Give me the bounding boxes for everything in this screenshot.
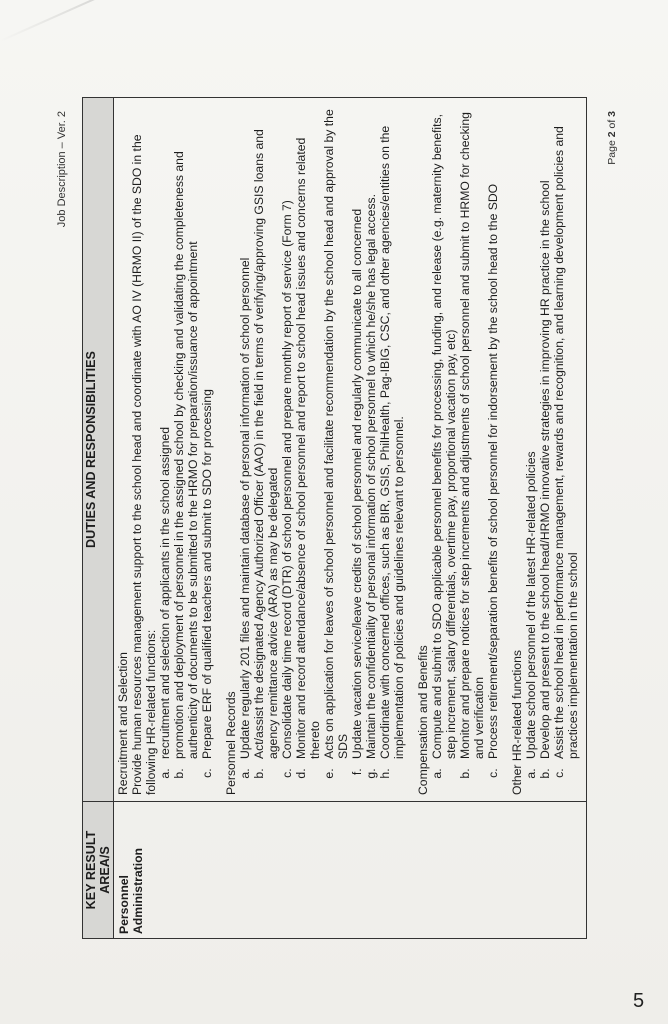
page-total: 3 xyxy=(606,111,618,117)
document-header: Job Description – Ver. 2 xyxy=(56,111,68,228)
duty-item: a. Update regularly 201 files and maintain database of personal information of school personnel xyxy=(238,104,252,765)
handwritten-page-number: 5 xyxy=(633,990,645,1012)
section-item-list xyxy=(430,104,500,795)
section-item-list xyxy=(524,104,580,795)
section-title: Recruitment and Selection xyxy=(116,652,130,795)
duty-item: c. Assist the school head in performance management, rewards and recognition, and learning development policies and practices implementation in the school xyxy=(552,104,580,765)
duty-item: c. Process retirement/separation benefits of school personnel for indorsement by the school head to the SDO xyxy=(486,104,500,765)
section-item-list xyxy=(158,104,214,795)
duties-cell xyxy=(114,98,587,802)
duty-item: b. Act/assist the designated Agency Authorized Officer (AAO) in the field in terms of verifying/approving GSIS loans and agency remittance advice (ARA) as may be delegated xyxy=(252,104,280,765)
kra-name: Personnel Administration xyxy=(114,802,587,939)
duty-item: f. Update vacation service/leave credits of school personnel and regularly communicate to all concerned xyxy=(350,104,364,765)
section-title: Personnel Records xyxy=(224,691,238,795)
duties-column-header: DUTIES AND RESPONSIBILITIES xyxy=(83,98,114,802)
duty-item: a. Update school personnel of the latest HR-related policies xyxy=(524,104,538,765)
duty-sections xyxy=(116,104,580,795)
duty-item: g. Maintain the confidentiality of personal information of school personnel to which he/she has legal access. xyxy=(364,104,378,765)
duty-item: a. recruitment and selection of applicants in the school assigned xyxy=(158,104,172,765)
section-title: Compensation and Benefits xyxy=(416,645,430,795)
duty-item: c. Prepare ERF of qualified teachers and submit to SDO for processing xyxy=(200,104,214,765)
section-intro: Provide human resources management support to the school head and coordinate with AO IV (HRMO II) of the SDO in the following HR-related functions: xyxy=(130,134,158,795)
page-label: Page xyxy=(606,137,618,165)
duty-item: a. Compute and submit to SDO applicable personnel benefits for processing, funding, and release (e.g. maternity benefits, step increment, salary differentials, overtime pay, proportional vacation pay, etc) xyxy=(430,104,458,765)
duty-item: b. Monitor and prepare notices for step increments and adjustments of school personnel and submit to HRMO for checking and verification xyxy=(458,104,486,765)
duty-item: c. Consolidate daily time record (DTR) of school personnel and prepare monthly report of service (Form 7) xyxy=(280,104,294,765)
duties-table xyxy=(82,97,587,939)
page-current: 2 xyxy=(606,131,618,138)
section-title: Other HR-related functions xyxy=(510,650,524,795)
section-item-list xyxy=(238,104,406,795)
kra-column-header: KEY RESULT AREA/S xyxy=(83,802,114,939)
duty-item: h. Coordinate with concerned offices, such as BIR, GSIS, PhilHealth, Pag-IBIG, CSC, and other agencies/entities on the implementation of policies and guidelines relevant to personnel. xyxy=(378,104,406,765)
page-footer xyxy=(606,111,618,165)
duty-item: b. Develop and present to the school head/HRMO innovative strategies in improving HR practice in the school xyxy=(538,104,552,765)
duty-item: e. Acts on application for leaves of school personnel and facilitate recommendation by the school head and approval by the SDS xyxy=(322,104,350,765)
rotated-page-content xyxy=(44,67,624,957)
duty-item: d. Monitor and record attendance/absence of school personnel and report to school head issues and concerns related thereto xyxy=(294,104,322,765)
page-of-label: of xyxy=(606,116,618,132)
duty-item: b. promotion and deployment of personnel in the assigned school by checking and validating the completeness and authenticity of documents to be submitted to the HRMO for preparation/issuance of appointment xyxy=(172,104,200,765)
